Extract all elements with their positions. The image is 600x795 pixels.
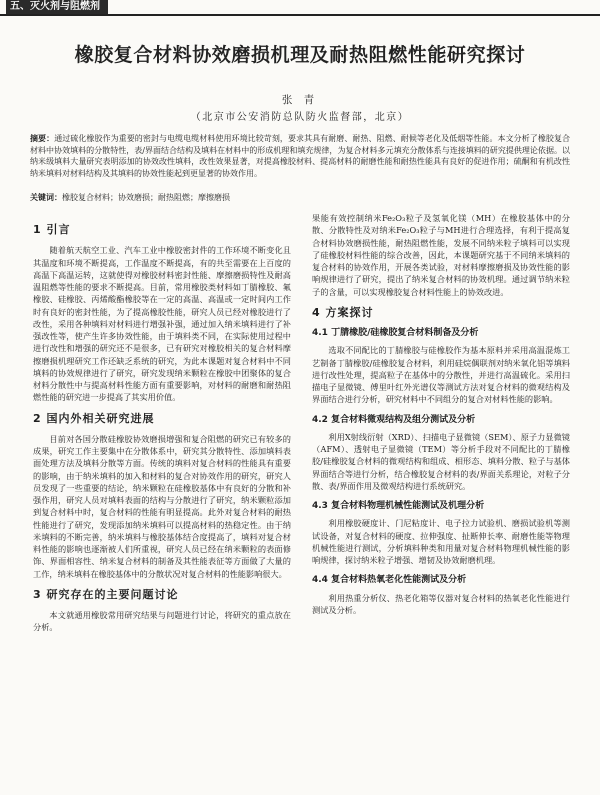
subsection-heading: 4.2 复合材料微观结构及组分测试及分析 xyxy=(312,414,476,425)
paragraph: 利用橡胶硬度计、门尼粘度计、电子拉力试验机、磨损试验机等测试设备，对复合材料的硬度、拉伸强度、扯断伸长率、耐磨性能等物理机械性能进行测试，分析填料种类和用量对复合材料物理机械性能的影响规律，探讨纳米粒子增强、增韧及协效耐磨机理。 xyxy=(312,518,570,565)
paragraph: 随着航天航空工业、汽车工业中橡胶密封件的工作环境不断变化且其温度和环境不断提高，工作温度不断提高，有的共至需要在上百度的高温下高温运转，这就使得对橡胶材料密封性能、摩擦磨损特性及耐高温阻燃等性能的要求不断提高。目前，常用橡胶类材料如丁腈橡胶、氟橡胶、硅橡胶、丙烯酸酯橡胶等在一定的高温、高温或一定时间内工作时有良好的密封性能，为了提高橡胶性能，研究人员已经对橡胶进行了改性，采用各种填料对材料进行增强补强，通过加入纳米填料进行了补强改性等，使产生许多协效性能，由于填料类不同，在实际使用过程中进行改性和增强的研究还不是很多，已有研究对橡胶相关的复合材料摩擦磨损机理研究工作还缺乏系统的研究，为此本课题对复合材料中不同填料的协效规律进行了研究，研究发现纳米颗粒在橡胶中团聚体的复合材料分散性中与提高材料性能方面有重要影响，对材料的耐磨和耐热阻燃性能的研究进一步提高了其实用价值。 xyxy=(33,245,291,403)
paragraph: 本文就通用橡胶常用研究结果与问题进行讨论，将研究的重点放在分析。 xyxy=(33,610,291,633)
subsection-heading: 4.1 丁腈橡胶/硅橡胶复合材料制备及分析 xyxy=(312,328,479,338)
subsection-heading: 4.3 复合材料物理机械性能测试及机理分析 xyxy=(312,501,485,511)
page-header-bar xyxy=(0,0,600,16)
affiliation: （北京市公安消防总队防火监督部，北京） xyxy=(190,112,410,123)
author: 张 青 xyxy=(281,94,319,106)
paragraph: 目前对各国分散硅橡胶协效磨损增强和复合阻燃的研究已有较多的成果，研究工作主要集中在分散体系中，研究其分散特性、添加填料表面处理方法及填料分散等方面。传统的填料对复合材料的性能具有重要的影响，由于纳米填料的加入和材料的复合对协效作用的研究，研究人员发现了一些重要的结论，纳米颗粒在硅橡胶基体中有良好的分散和补强作用，研究人员对填料表面的结构与分散进行了研究，纳米颗粒添加到复合材料中时，复合材料的性能有明显提高。此外对复合材料的耐热性能进行了研究，发现添加纳米填料可以提高材料的热稳定性。由于纳米填料的不断完善，纳米填料与橡胶基体结合度提高了，填料对复合材料性能的影响也逐渐被人们所重视，研究人员已经在纳米颗粒的表面修饰、界面相容性、纳米复合材料的制备及其性能表征等方面做了大量的工作，纳米填料在橡胶基体中的分散状况对复合材料的性能影响很大。 xyxy=(33,433,291,579)
abstract-label: 摘要： xyxy=(30,134,55,143)
paragraph: 利用X射线衍射（XRD）、扫描电子显微镜（SEM）、原子力显微镜（AFM）、透射电子显微镜（TEM）等分析手段对不同配比的丁腈橡胶/硅橡胶复合材料的微观结构和组成、相形态、填料分散、粒子与基体界面结合等进行分析，结合橡胶复合材料的表/界面关系理论，对粒子分散、表/界面作用及微观结构进行系统研究。 xyxy=(312,431,570,491)
paragraph: 果能有效控制纳米Fe₂O₃粒子及氢氧化镁（MH）在橡胶基体中的分散、分散特性及对纳米Fe₂O₃粒子与MH进行合理选择，有利于提高复合材料协效磨损性能，耐热阻燃性能，发展不同纳米粒子填料可以实现了硅橡胶材料性能的综合改善，因此，本课题研究基于不同纳米填料的复合材料的协效作用，开展各类试验，对材料摩擦磨损及协效性能的影响规律进行了研究，提出了纳米复合材料的协效机理。通过调节纳米粒子的含量，可以实现橡胶复合材料性能上的协效改进。 xyxy=(312,213,570,297)
section-heading: 4 方案探讨 xyxy=(312,305,374,319)
section-label: 五、灭火剂与阻燃剂 xyxy=(6,0,108,14)
abstract-text: 通过硫化橡胶作为重要的密封与电缆电缆材料使用环境比较苛刻，要求其具有耐磨、耐热、阻燃、耐候等老化及低烟等性能。本文分析了橡胶复合材料中协效填料的分散特性，表/界面结合结构及填料在材料中的形成机理和填充规律，为复合材料多元填充分散体系与连接填料的研究提供理论依据。以纳米级填料大量研究表明添加的协效改性填料，改性效果显著，对提高橡胶材料、提高材料的耐磨性能和耐热性能具有良好的促进作用；硫酮和有机改性纳米填料对材料结构及其填料的协效性能起到更显著的协效作用。 xyxy=(30,134,570,178)
section-heading: 1 引言 xyxy=(33,223,71,236)
left-column xyxy=(33,215,291,634)
paragraph: 利用热重分析仪、热老化箱等仪器对复合材料的热氧老化性能进行测试及分析。 xyxy=(312,592,570,615)
abstract xyxy=(30,133,570,179)
paragraph: 选取不同配比的丁腈橡胶与硅橡胶作为基本原料并采用高温混炼工艺制备丁腈橡胶/硅橡胶复合材料，利用硅烷偶联剂对纳米氧化铝等填料进行改性处理，提高粒子在基体中的分散性，并进行高温硫化。采用扫描电子显微镜、傅里叶红外光谱仪等测试方法对复合材料的微观结构及界面结合进行分析，研究材料中不同组分的复合对材料性能的影响。 xyxy=(312,345,570,405)
keywords-label: 关键词： xyxy=(30,193,62,202)
keywords xyxy=(30,192,570,203)
section-heading: 3 研究存在的主要问题讨论 xyxy=(33,587,179,601)
section-heading: 2 国内外相关研究进展 xyxy=(33,411,155,425)
keywords-text: 橡胶复合材料；协效磨损；耐热阻燃；摩擦磨损 xyxy=(62,193,230,202)
subsection-heading: 4.4 复合材料热氧老化性能测试及分析 xyxy=(312,575,467,586)
right-column xyxy=(312,212,570,616)
paper-title: 橡胶复合材料协效磨损机理及耐热阻燃性能研究探讨 xyxy=(74,44,526,66)
